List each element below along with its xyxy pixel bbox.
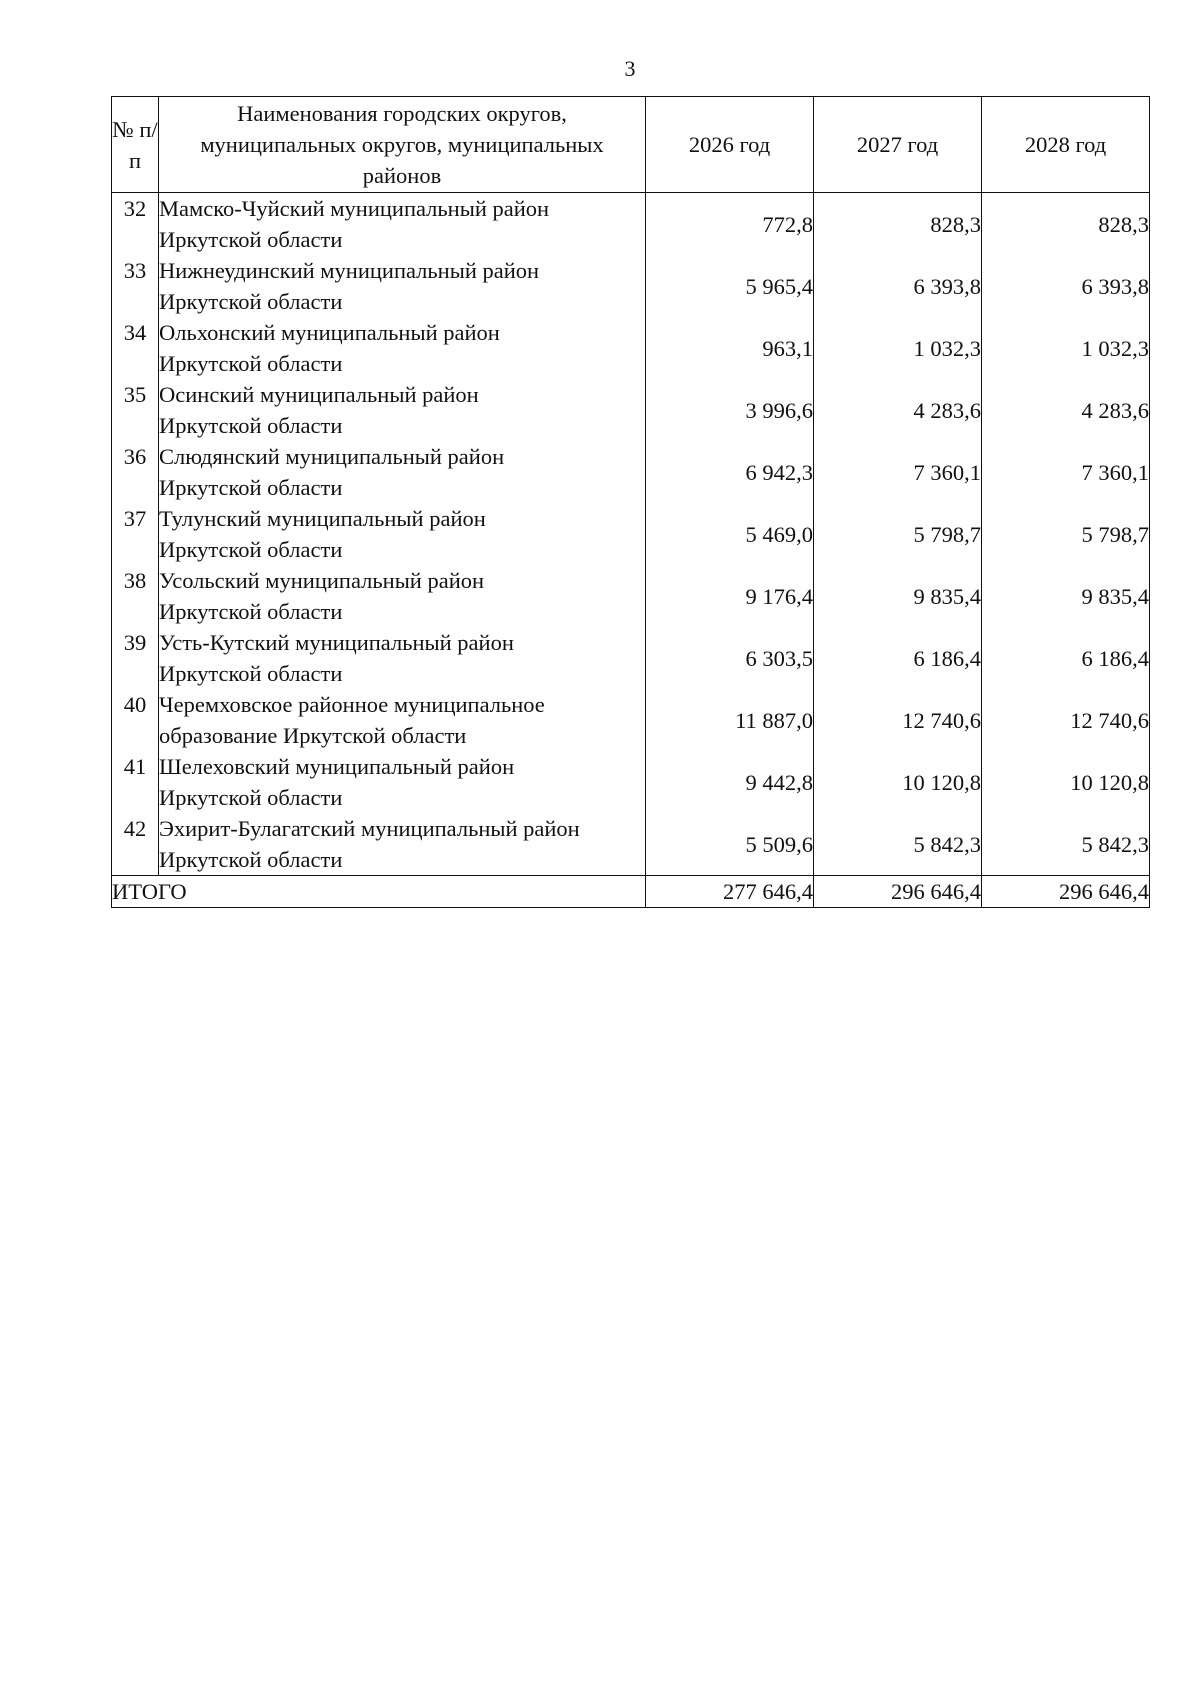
table-row	[112, 751, 1150, 813]
total-row	[112, 876, 1150, 908]
header-2028: 2028 год	[982, 97, 1150, 193]
row-number: 36	[112, 441, 159, 503]
row-value-2027: 1 032,3	[814, 317, 982, 379]
row-number: 34	[112, 317, 159, 379]
row-number: 42	[112, 813, 159, 876]
row-value-2026: 6 303,5	[646, 627, 814, 689]
page-number: 3	[624, 56, 636, 81]
row-value-2028: 10 120,8	[982, 751, 1150, 813]
row-name-line: Слюдянский муниципальный район	[159, 444, 505, 469]
row-name	[159, 317, 646, 379]
row-value-2027: 4 283,6	[814, 379, 982, 441]
header-2026: 2026 год	[646, 97, 814, 193]
row-value-2026: 5 965,4	[646, 255, 814, 317]
row-value-2026: 9 176,4	[646, 565, 814, 627]
row-value-2026: 6 942,3	[646, 441, 814, 503]
row-value-2028: 6 393,8	[982, 255, 1150, 317]
row-name-line: Мамско-Чуйский муниципальный район	[159, 196, 550, 221]
row-value-2028: 5 842,3	[982, 813, 1150, 876]
row-value-2027: 828,3	[814, 193, 982, 256]
row-name-line: Иркутской области	[159, 351, 343, 376]
header-name: Наименования городских округов, муниципальных округов, муниципальных районов	[159, 97, 646, 193]
row-number: 37	[112, 503, 159, 565]
row-name-line: Шелеховский муниципальный район	[159, 754, 515, 779]
budget-table	[111, 96, 1150, 908]
table-body	[112, 193, 1150, 876]
row-name-line: Черемховское районное муниципальное	[159, 692, 545, 717]
row-value-2027: 12 740,6	[814, 689, 982, 751]
row-name-line: Иркутской области	[159, 847, 343, 872]
row-name	[159, 689, 646, 751]
row-name-line: Иркутской области	[159, 785, 343, 810]
row-value-2028: 7 360,1	[982, 441, 1150, 503]
row-value-2026: 772,8	[646, 193, 814, 256]
row-value-2028: 1 032,3	[982, 317, 1150, 379]
row-name-line: образование Иркутской области	[159, 723, 467, 748]
row-number: 38	[112, 565, 159, 627]
table-row	[112, 379, 1150, 441]
row-name	[159, 503, 646, 565]
row-value-2026: 9 442,8	[646, 751, 814, 813]
row-name	[159, 751, 646, 813]
total-2026: 277 646,4	[646, 876, 814, 908]
row-value-2028: 12 740,6	[982, 689, 1150, 751]
row-value-2027: 9 835,4	[814, 565, 982, 627]
row-value-2027: 5 798,7	[814, 503, 982, 565]
total-label: ИТОГО	[112, 876, 646, 908]
table-row	[112, 813, 1150, 876]
row-value-2028: 5 798,7	[982, 503, 1150, 565]
row-value-2027: 6 186,4	[814, 627, 982, 689]
row-name	[159, 627, 646, 689]
row-name-line: Иркутской области	[159, 661, 343, 686]
table-header	[112, 97, 1150, 193]
row-value-2027: 7 360,1	[814, 441, 982, 503]
row-value-2026: 11 887,0	[646, 689, 814, 751]
row-number: 32	[112, 193, 159, 256]
row-name-line: Иркутской области	[159, 413, 343, 438]
row-name-line: Усольский муниципальный район	[159, 568, 485, 593]
row-value-2028: 6 186,4	[982, 627, 1150, 689]
row-name-line: Осинский муниципальный район	[159, 382, 479, 407]
row-name-line: Иркутской области	[159, 537, 343, 562]
table-row	[112, 689, 1150, 751]
table-row	[112, 255, 1150, 317]
table-row	[112, 441, 1150, 503]
row-value-2026: 3 996,6	[646, 379, 814, 441]
row-name-line: Ольхонский муниципальный район	[159, 320, 500, 345]
row-name-line: Иркутской области	[159, 475, 343, 500]
row-value-2026: 5 469,0	[646, 503, 814, 565]
row-value-2026: 5 509,6	[646, 813, 814, 876]
total-2028: 296 646,4	[982, 876, 1150, 908]
table-row	[112, 503, 1150, 565]
row-value-2027: 10 120,8	[814, 751, 982, 813]
header-2027: 2027 год	[814, 97, 982, 193]
table-row	[112, 565, 1150, 627]
row-name-line: Нижнеудинский муниципальный район	[159, 258, 540, 283]
row-name-line: Иркутской области	[159, 289, 343, 314]
row-name-line: Усть-Кутский муниципальный район	[159, 630, 514, 655]
row-value-2027: 5 842,3	[814, 813, 982, 876]
row-name	[159, 813, 646, 876]
row-value-2028: 4 283,6	[982, 379, 1150, 441]
row-number: 35	[112, 379, 159, 441]
table-row	[112, 317, 1150, 379]
row-name	[159, 565, 646, 627]
row-number: 33	[112, 255, 159, 317]
row-name	[159, 441, 646, 503]
row-value-2028: 9 835,4	[982, 565, 1150, 627]
row-value-2026: 963,1	[646, 317, 814, 379]
total-2027: 296 646,4	[814, 876, 982, 908]
table-row	[112, 627, 1150, 689]
table-row	[112, 193, 1150, 256]
row-name-line: Иркутской области	[159, 227, 343, 252]
row-name-line: Тулунский муниципальный район	[159, 506, 486, 531]
row-name-line: Иркутской области	[159, 599, 343, 624]
row-number: 39	[112, 627, 159, 689]
row-name-line: Эхирит-Булагатский муниципальный район	[159, 816, 580, 841]
row-number: 41	[112, 751, 159, 813]
row-value-2028: 828,3	[982, 193, 1150, 256]
row-number: 40	[112, 689, 159, 751]
header-number: № п/п	[112, 97, 159, 193]
row-value-2027: 6 393,8	[814, 255, 982, 317]
row-name	[159, 255, 646, 317]
row-name	[159, 379, 646, 441]
row-name	[159, 193, 646, 256]
